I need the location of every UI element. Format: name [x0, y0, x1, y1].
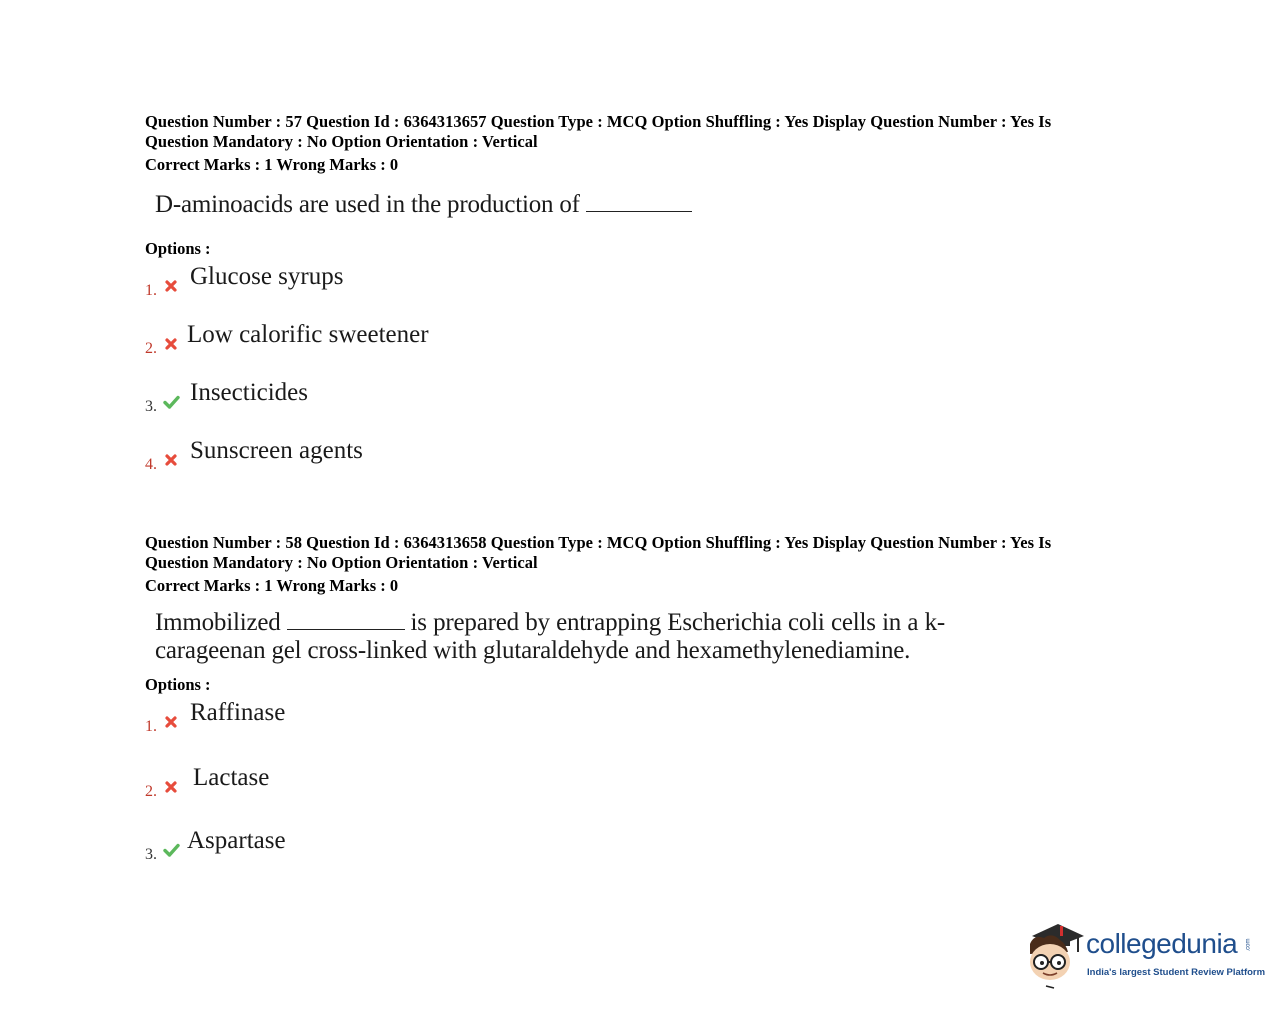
question-57	[145, 112, 1105, 491]
option-text: Low calorific sweetener	[187, 321, 429, 348]
question-text-before: Immobilized	[155, 609, 281, 636]
question-58	[145, 533, 1105, 881]
cross-icon	[164, 453, 178, 467]
question-text	[155, 609, 945, 665]
options-label: Options :	[145, 239, 211, 258]
option-3	[145, 823, 1105, 881]
logo-domain-suffix: .com	[1245, 938, 1252, 952]
option-number: 3.	[145, 846, 157, 863]
cross-icon	[164, 279, 178, 293]
question-meta-line2: Question Mandatory : No Option Orientation : Vertical	[145, 132, 538, 151]
option-2	[145, 760, 1105, 823]
checkmark-icon	[163, 395, 180, 409]
option-number: 1.	[145, 718, 157, 735]
question-text-after: is prepared by entrapping Escherichia coli cells in a k-carageenan gel cross-linked with glutaraldehyde and hexamethylenediamine.	[155, 609, 945, 664]
answer-blank	[287, 628, 405, 630]
question-meta-line1: Question Number : 57 Question Id : 6364313657 Question Type : MCQ Option Shuffling : Yes Display Question Number : Yes Is	[145, 112, 1052, 131]
option-number: 3.	[145, 398, 157, 415]
option-2	[145, 317, 1105, 375]
question-text	[155, 191, 1105, 219]
cross-icon	[164, 715, 178, 729]
option-text: Aspartase	[187, 827, 286, 854]
option-number: 1.	[145, 282, 157, 299]
option-number: 4.	[145, 456, 157, 473]
collegedunia-logo	[1026, 918, 1266, 990]
question-meta	[145, 533, 1105, 573]
option-3	[145, 375, 1105, 433]
option-1	[145, 259, 1105, 317]
options-list	[145, 695, 1105, 881]
checkmark-icon	[163, 843, 180, 857]
cross-icon	[164, 780, 178, 794]
question-meta	[145, 112, 1105, 152]
option-text: Sunscreen agents	[190, 437, 363, 464]
option-1	[145, 695, 1105, 760]
question-marks: Correct Marks : 1 Wrong Marks : 0	[145, 576, 399, 595]
option-text: Raffinase	[190, 699, 286, 726]
option-number: 2.	[145, 340, 157, 357]
options-list	[145, 259, 1105, 491]
question-marks: Correct Marks : 1 Wrong Marks : 0	[145, 155, 399, 174]
question-meta-line2: Question Mandatory : No Option Orientation : Vertical	[145, 553, 538, 572]
mascot-icon	[1026, 918, 1086, 990]
cross-icon	[164, 337, 178, 351]
logo-tagline: India's largest Student Review Platform	[1087, 967, 1266, 978]
option-4	[145, 433, 1105, 491]
option-text: Lactase	[193, 764, 270, 791]
answer-blank	[586, 210, 692, 212]
option-text: Glucose syrups	[190, 263, 344, 290]
option-text: Insecticides	[190, 379, 309, 406]
options-label: Options :	[145, 675, 211, 694]
question-meta-line1: Question Number : 58 Question Id : 6364313658 Question Type : MCQ Option Shuffling : Yes Display Question Number : Yes Is	[145, 533, 1052, 552]
logo-wordmark: collegedunia	[1086, 928, 1238, 959]
question-text-before: D-aminoacids are used in the production of	[155, 191, 580, 218]
option-number: 2.	[145, 783, 157, 800]
